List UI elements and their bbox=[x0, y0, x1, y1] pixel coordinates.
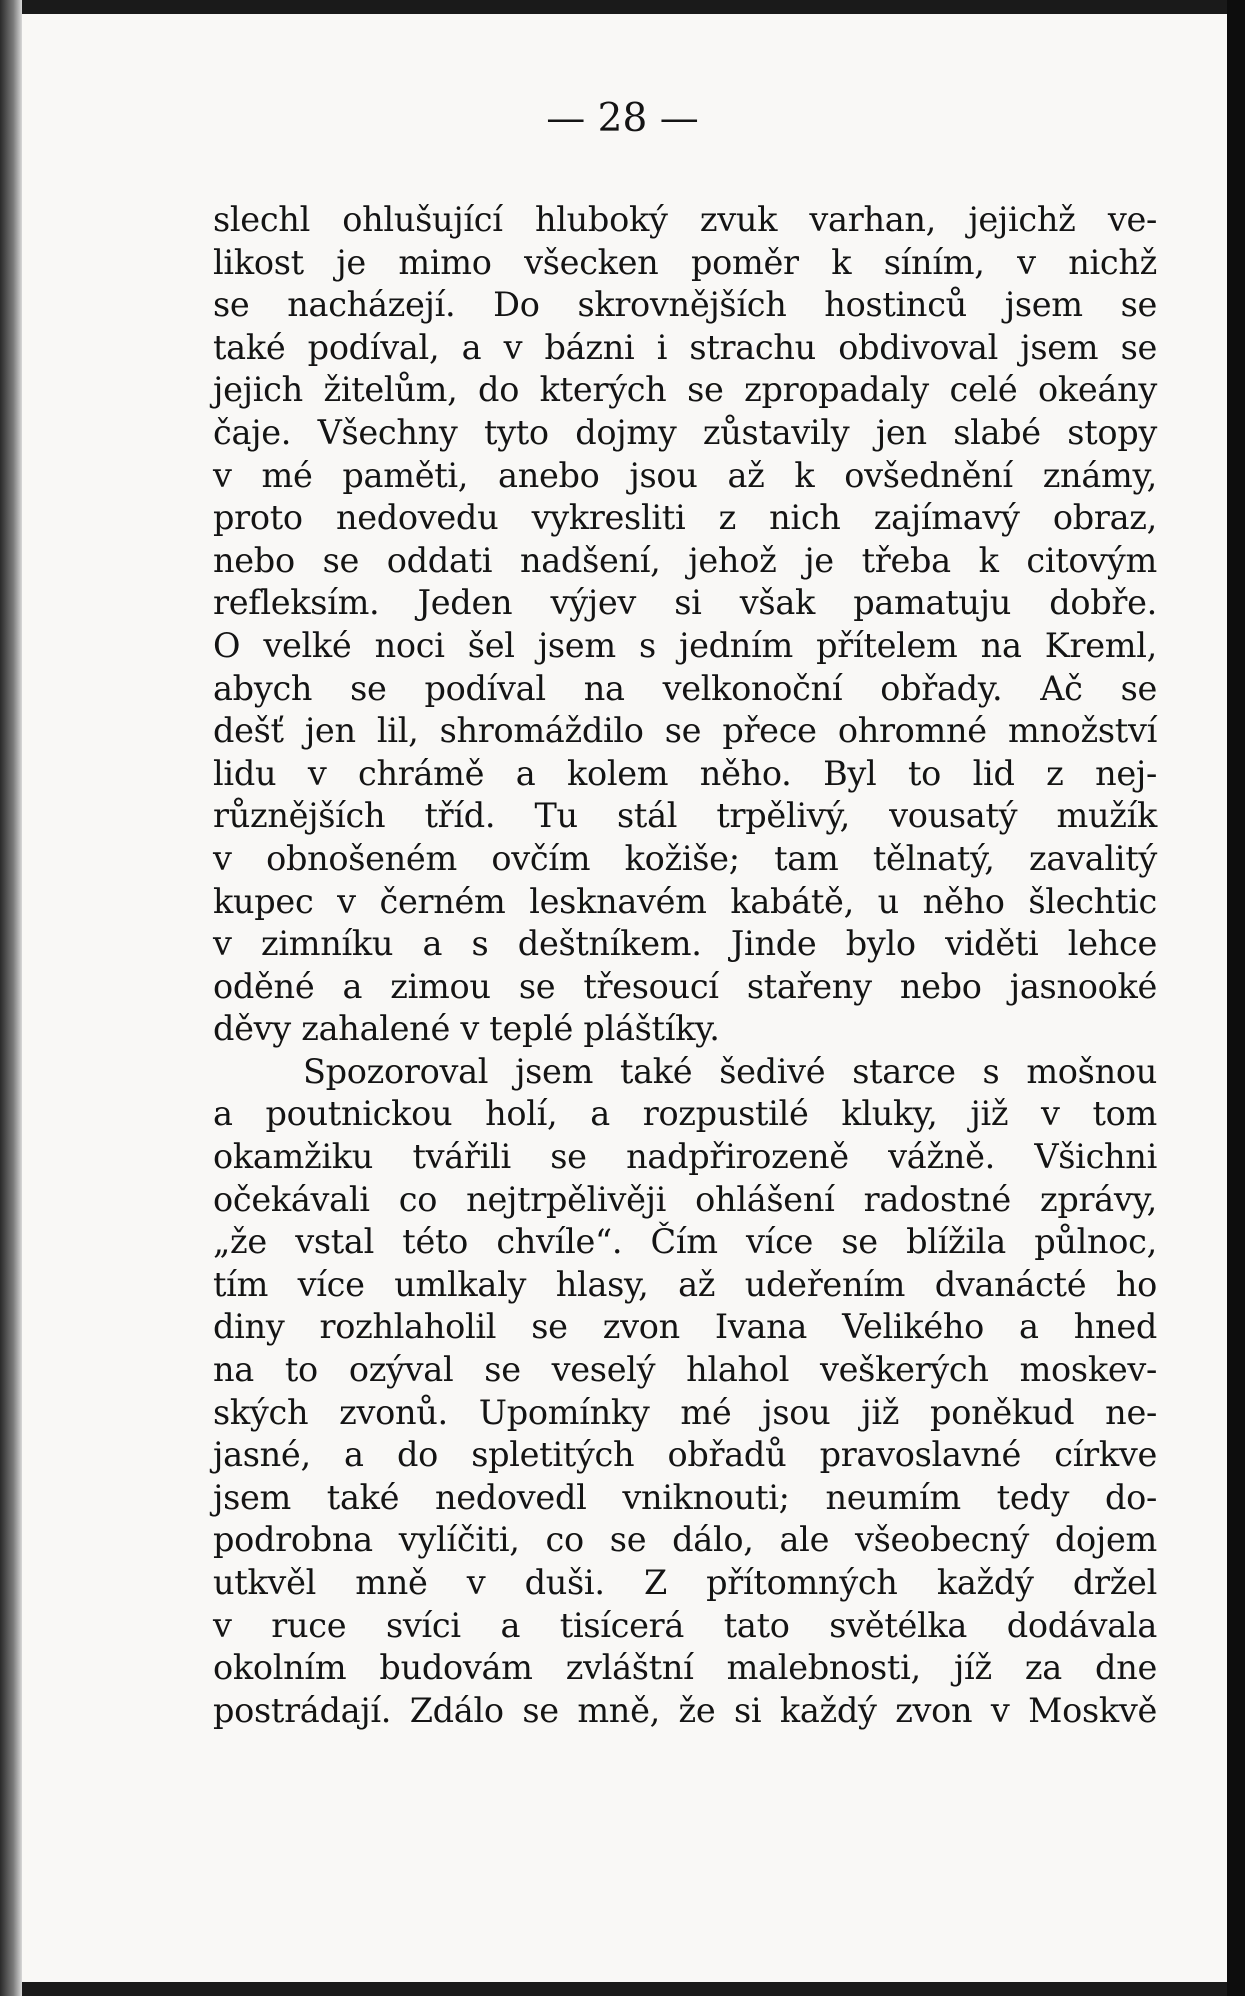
text-line: různějších tříd. Tu stál trpělivý, vousatý mužík bbox=[213, 796, 1157, 836]
paragraph-end-line: děvy zahalené v teplé pláštíky. bbox=[213, 1009, 720, 1049]
text-line: refleksím. Jeden výjev si však pamatuju dobře. bbox=[213, 583, 1157, 623]
text-line: okamžiku tvářili se nadpřirozeně vážně. Všichni bbox=[213, 1137, 1157, 1177]
text-line: abych se podíval na velkonoční obřady. Ač se bbox=[213, 668, 1157, 708]
text-line: O velké noci šel jsem s jedním přítelem na Kreml, bbox=[213, 625, 1157, 665]
binding-edge bbox=[0, 0, 22, 1996]
text-line: v obnošeném ovčím kožiše; tam tělnatý, zavalitý bbox=[213, 838, 1157, 878]
text-line: dešť jen lil, shromáždilo se přece ohromné množství bbox=[213, 711, 1157, 751]
text-line: se nacházejí. Do skrovnějších hostinců jsem se bbox=[213, 285, 1157, 325]
text-line: čaje. Všechny tyto dojmy zůstavily jen slabé stopy bbox=[213, 412, 1157, 452]
text-line: podrobna vylíčiti, co se dálo, ale všeobecný dojem bbox=[213, 1520, 1157, 1560]
text-line: utkvěl mně v duši. Z přítomných každý držel bbox=[213, 1563, 1157, 1602]
text-line: likost je mimo všecken poměr k síním, v nichž bbox=[213, 242, 1157, 282]
text-line: v zimníku a s deštníkem. Jinde bylo viděti lehce bbox=[213, 924, 1157, 964]
text-line: v mé paměti, anebo jsou až k ovšednění známy, bbox=[213, 455, 1157, 495]
text-line: jsem také nedovedl vniknouti; neumím tedy do- bbox=[213, 1477, 1157, 1517]
text-line: očekávali co nejtrpělivěji ohlášení radostné zprávy, bbox=[213, 1179, 1157, 1219]
text-line: na to ozýval se veselý hlahol veškerých moskev- bbox=[213, 1350, 1157, 1390]
page-number: — 28 — bbox=[546, 96, 699, 141]
text-line: jejich žitelům, do kterých se zpropadaly celé okeány bbox=[213, 370, 1157, 410]
text-line: „že vstal této chvíle“. Čím více se blížila půlnoc, bbox=[213, 1222, 1157, 1262]
text-line: tím více umlkaly hlasy, až udeřením dvanácté ho bbox=[213, 1264, 1157, 1304]
paragraph-start-line: Spozoroval jsem také šedivé starce s mošnou bbox=[303, 1051, 1157, 1091]
text-line: nebo se oddati nadšení, jehož je třeba k citovým bbox=[213, 540, 1157, 580]
body-text bbox=[213, 199, 1157, 1732]
text-line: kupec v černém lesknavém kabátě, u něho šlechtic bbox=[213, 881, 1157, 921]
text-line: lidu v chrámě a kolem něho. Byl to lid z nej- bbox=[213, 753, 1157, 793]
text-line: v ruce svíci a tisícerá tato světélka dodávala bbox=[213, 1605, 1157, 1645]
text-line: postrádají. Zdálo se mně, že si každý zvon v Moskvě bbox=[213, 1690, 1157, 1730]
text-line: oděné a zimou se třesoucí stařeny nebo jasnooké bbox=[213, 966, 1157, 1006]
text-line: slechl ohlušující hluboký zvuk varhan, jejichž ve- bbox=[213, 200, 1157, 239]
text-line: a poutnickou holí, a rozpustilé kluky, již v tom bbox=[213, 1094, 1157, 1134]
text-line: okolním budovám zvláštní malebnosti, jíž za dne bbox=[213, 1648, 1157, 1688]
text-line: jasné, a do spletitých obřadů pravoslavné církve bbox=[213, 1435, 1157, 1475]
scan-border bbox=[1227, 0, 1245, 1996]
text-line: také podíval, a v bázni i strachu obdivoval jsem se bbox=[213, 327, 1157, 367]
text-line: diny rozhlaholil se zvon Ivana Velikého a hned bbox=[213, 1307, 1157, 1347]
text-line: proto nedovedu vykresliti z nich zajímavý obraz, bbox=[213, 498, 1157, 538]
text-line: ských zvonů. Upomínky mé jsou již poněkud ne- bbox=[213, 1392, 1157, 1432]
